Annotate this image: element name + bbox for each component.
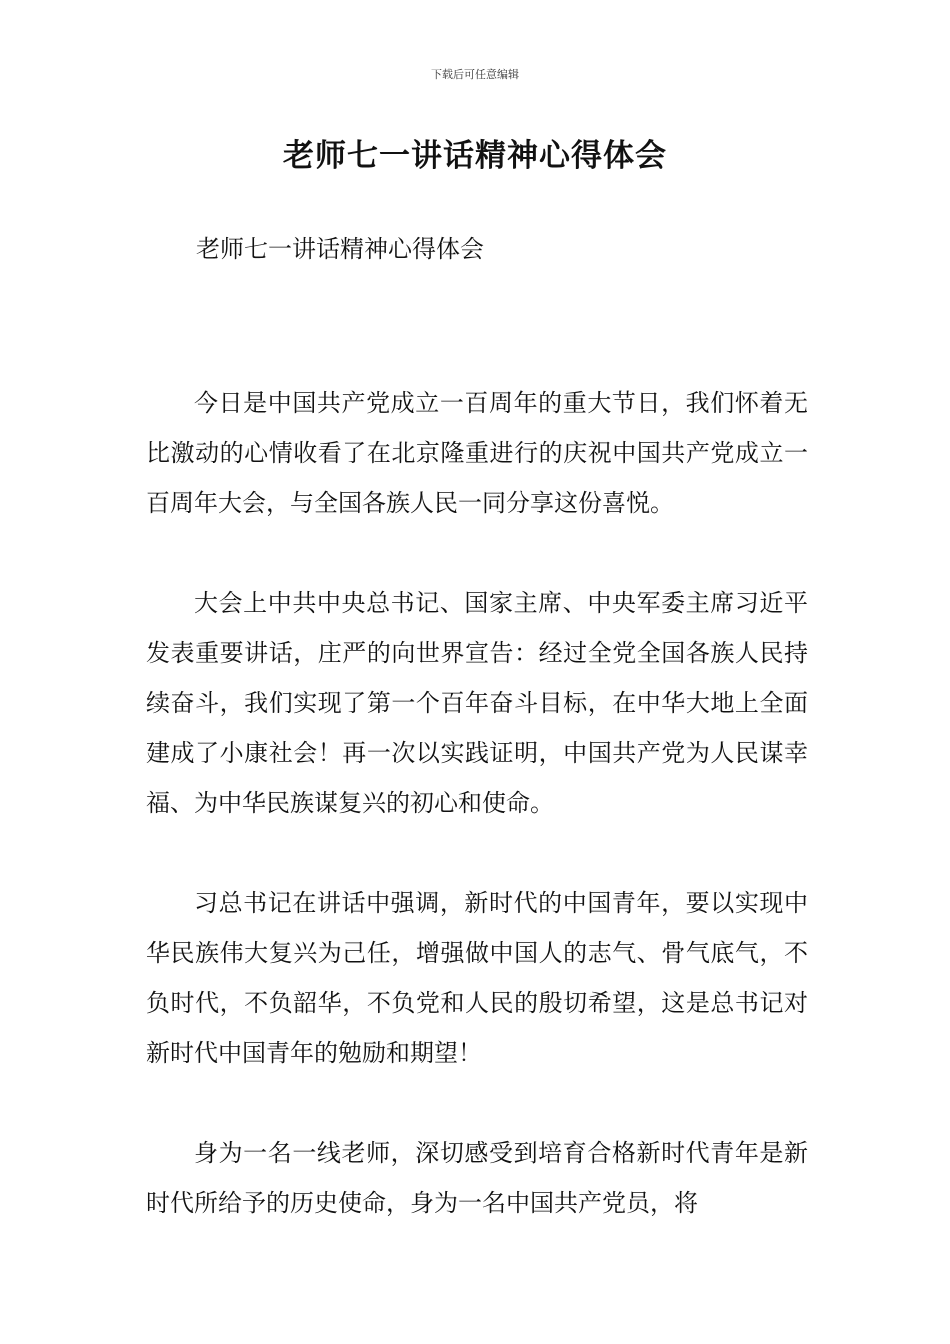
document-body — [146, 378, 808, 1274]
document-title: 老师七一讲话精神心得体会 — [283, 138, 667, 174]
paragraph-3: 习总书记在讲话中强调，新时代的中国青年，要以实现中华民族伟大复兴为己任，增强做中国人的志气、骨气底气，不负时代，不负韶华，不负党和人民的殷切希望，这是总书记对新时代中国青年的勉励和期望！ — [146, 889, 808, 1067]
paragraph-1: 今日是中国共产党成立一百周年的重大节日，我们怀着无比激动的心情收看了在北京隆重进行的庆祝中国共产党成立一百周年大会，与全国各族人民一同分享这份喜悦。 — [146, 389, 808, 517]
header-note: 下载后可任意编辑 — [431, 68, 519, 81]
paragraph-4: 身为一名一线老师，深切感受到培育合格新时代青年是新时代所给予的历史使命，身为一名中国共产党员，将 — [146, 1139, 808, 1217]
document-subtitle: 老师七一讲话精神心得体会 — [196, 235, 484, 263]
paragraph-2: 大会上中共中央总书记、国家主席、中央军委主席习近平发表重要讲话，庄严的向世界宣告：经过全党全国各族人民持续奋斗，我们实现了第一个百年奋斗目标，在中华大地上全面建成了小康社会！再一次以实践证明，中国共产党为人民谋幸福、为中华民族谋复兴的初心和使命。 — [146, 589, 808, 817]
